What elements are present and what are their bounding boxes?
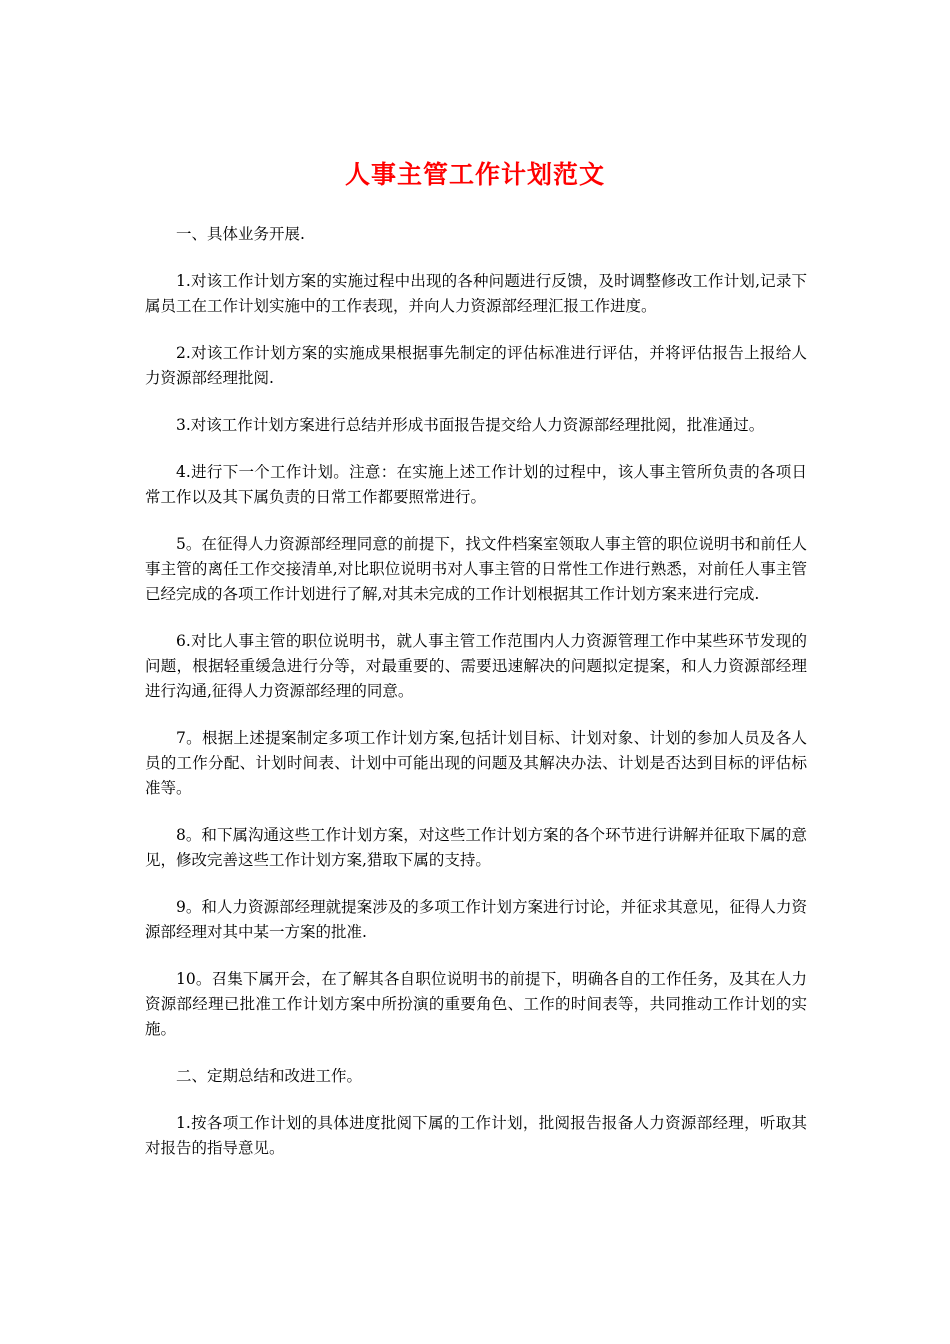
section-heading-2: 二、定期总结和改进工作。 (176, 1067, 363, 1085)
paragraph: 7。根据上述提案制定多项工作计划方案,包括计划目标、计划对象、计划的参加人员及各人员的工作分配、计划时间表、计划中可能出现的问题及其解决办法、计划是否达到目标的评估标准等。 (145, 729, 807, 797)
document-title: 人事主管工作计划范文 (344, 160, 605, 189)
paragraph: 1.对该工作计划方案的实施过程中出现的各种问题进行反馈，及时调整修改工作计划,记录下属员工在工作计划实施中的工作表现，并向人力资源部经理汇报工作进度。 (145, 272, 807, 315)
paragraph: 1.按各项工作计划的具体进度批阅下属的工作计划，批阅报告报备人力资源部经理，听取其对报告的指导意见。 (145, 1114, 807, 1157)
paragraph: 6.对比人事主管的职位说明书，就人事主管工作范围内人力资源管理工作中某些环节发现的问题，根据轻重缓急进行分等，对最重要的、需要迅速解决的问题拟定提案，和人力资源部经理进行沟通,征得人力资源部经理的同意。 (145, 632, 807, 700)
document-body (145, 222, 807, 1183)
paragraph: 10。召集下属开会，在了解其各自职位说明书的前提下，明确各自的工作任务，及其在人力资源部经理已批准工作计划方案中所扮演的重要角色、工作的时间表等，共同推动工作计划的实施。 (145, 970, 807, 1038)
paragraph: 2.对该工作计划方案的实施成果根据事先制定的评估标准进行评估，并将评估报告上报给人力资源部经理批阅. (145, 344, 807, 387)
paragraph: 5。在征得人力资源部经理同意的前提下，找文件档案室领取人事主管的职位说明书和前任人事主管的离任工作交接清单,对比职位说明书对人事主管的日常性工作进行熟悉，对前任人事主管已经完成的各项工作计划进行了解,对其未完成的工作计划根据其工作计划方案来进行完成. (145, 535, 807, 603)
paragraph: 9。和人力资源部经理就提案涉及的多项工作计划方案进行讨论，并征求其意见，征得人力资源部经理对其中某一方案的批准. (145, 898, 807, 941)
paragraph: 8。和下属沟通这些工作计划方案，对这些工作计划方案的各个环节进行讲解并征取下属的意见，修改完善这些工作计划方案,猎取下属的支持。 (145, 826, 807, 869)
section-heading-1: 一、具体业务开展. (176, 225, 305, 243)
paragraph: 4.进行下一个工作计划。注意：在实施上述工作计划的过程中，该人事主管所负责的各项日常工作以及其下属负责的日常工作都要照常进行。 (145, 463, 807, 506)
paragraph: 3.对该工作计划方案进行总结并形成书面报告提交给人力资源部经理批阅，批准通过。 (176, 416, 765, 434)
